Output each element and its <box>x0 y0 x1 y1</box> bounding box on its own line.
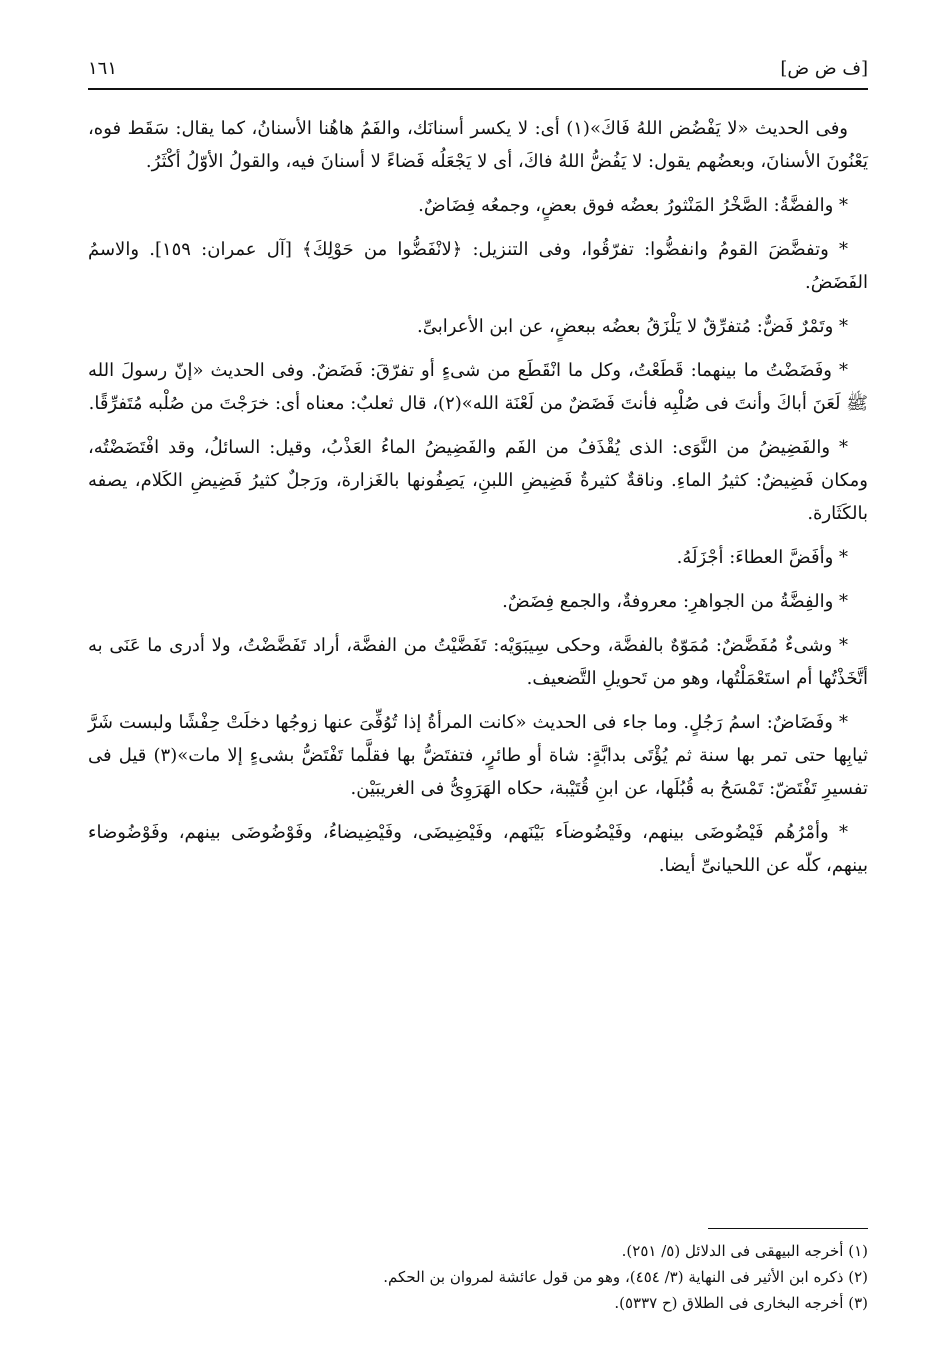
paragraph: * وفَضَضْتُ ما بينهما: قَطَعْتُ، وكل ما انْقَطَع من شىءٍ أو تفرّقَ: فَضَضٌ. وفى الحديث «إنّ رسولَ الله ﷺ لَعَنَ أباكَ وأنتَ فى صُلْبِه فأنتَ فَضَضٌ من لَعْنَة الله»(٢)، قال ثعلبٌ: معناه أى: خرَجْتَ من صُلْبه مُتَفرِّقًا. <box>88 360 868 414</box>
paragraph: * والفَضِيضُ من النَّوَى: الذى يُقْذَفُ من الفَم والفَضِيضُ الماءُ العَذْبُ، وقيل: السائلُ، وقد افْتَضَضْتُه، ومكان فَضِيضٌ: كثيرُ الماءِ. وناقةٌ كثيرةُ فَضِيضِ اللبنِ، يَصِفُونها بالغَزارة، ورَجلٌ كثيرُ فَضِيضِ الكَلام، يصفه بالكَثَارة. <box>88 437 868 524</box>
paragraph: * وشىءٌ مُفَضَّضٌ: مُمَوّهٌ بالفضَّة، وحكى سِيبَوَيْه: تَفَضَّيْتُ من الفضَّة، أراد تَفَضَّضْتُ، ولا أدرى ما عَنَى به أتَّخَذْتُها أم استَعْمَلْتُها، وهو من تَحويلِ التَّضعيف. <box>88 635 868 689</box>
footnote: (٢) ذكره ابن الأثير فى النهاية (٣/ ٤٥٤)، وهو من قول عائشة لمروان بن الحكم. <box>383 1268 868 1286</box>
paragraph: * والفِضَّةُ من الجواهرِ: معروفةٌ، والجمع فِضَضٌ. <box>502 591 848 612</box>
dictionary-page <box>88 48 868 1348</box>
paragraph: * وتَمْرٌ فَضٌّ: مُتفرِّقٌ لا يَلْزَقُ بعضُه ببعضٍ، عن ابن الأعرابىِّ. <box>417 316 848 337</box>
footnote-divider <box>708 1228 868 1229</box>
paragraph: وفى الحديث «لا يَفْضُض اللهُ فَاكَ»(١) أى: لا يكسر أسنانَك، والفَمُ هاهُنا الأسنانُ، كما يقال: سَقَط فوه، يَعْنُونَ الأسنانَ، وبعضُهم يقول: لا يَفُضُّ اللهُ فاكَ، أى لا يَجْعَلُه فَضاءً لا أسنانَ فيه، والقولُ الأوّلُ أكْثَرُ. <box>88 118 868 172</box>
main-text <box>88 112 868 882</box>
paragraph: * وتفضَّضَ القومُ وانفضُّوا: تفرّقُوا، وفى التنزيل: ﴿لانْفَضُّوا من حَوْلِكَ﴾ [آل عمران: ١٥٩]. والاسمُ الفَضَضُ. <box>88 239 868 293</box>
paragraph: * وفَضَاضٌ: اسمُ رَجُلٍ. وما جاء فى الحديث «كانت المرأةُ إذا تُوُفِّىَ عنها زوجُها دخلَتْ حِفْشًا ولبست شَرَّ ثيابِها حتى تمر بها سنة ثم يُؤْتَى بدابَّةٍ: شاة أو طائرٍ، فتفتَضُّ بها فقلَّما تَفْتَضُّ بشىءٍ إلا مات»(٣) قيل فى تفسيرِ تَفْتَضّ: تَمْسَحُ به قُبُلَها، عن ابنِ قُتَيْبة، حكاه الهَرَوِىُّ فى الغريبَيْن. <box>88 712 868 799</box>
page-number: ١٦١ <box>88 58 118 79</box>
footnotes <box>88 1238 868 1316</box>
page-header <box>88 48 868 90</box>
section-heading: [ف ض ض] <box>780 58 868 79</box>
paragraph: * والفضَّةُ: الصَّخْرُ المَنْثورُ بعضُه فوق بعضٍ، وجمعُه فِضَاضٌ. <box>418 195 848 216</box>
paragraph: * وأفَضَّ العطاءَ: أجْزَلَهُ. <box>676 547 848 568</box>
footnote: (٣) أخرجه البخارى فى الطلاق (ح ٥٣٣٧). <box>614 1294 868 1312</box>
paragraph: * وأمْرُهُم فَيْضُوضَى بينهم، وفَيْضُوضاَء بَيْنَهم، وفَيْضِيضَى، وفَيْضِيضاءُ، وفَوْضُوضَى بينهم، وفَوْضُوضاء بينهم، كلّه عن اللحيانىِّ أيضا. <box>88 822 868 876</box>
footnote: (١) أخرجه البيهقى فى الدلائل (٥/ ٢٥١). <box>621 1242 868 1260</box>
